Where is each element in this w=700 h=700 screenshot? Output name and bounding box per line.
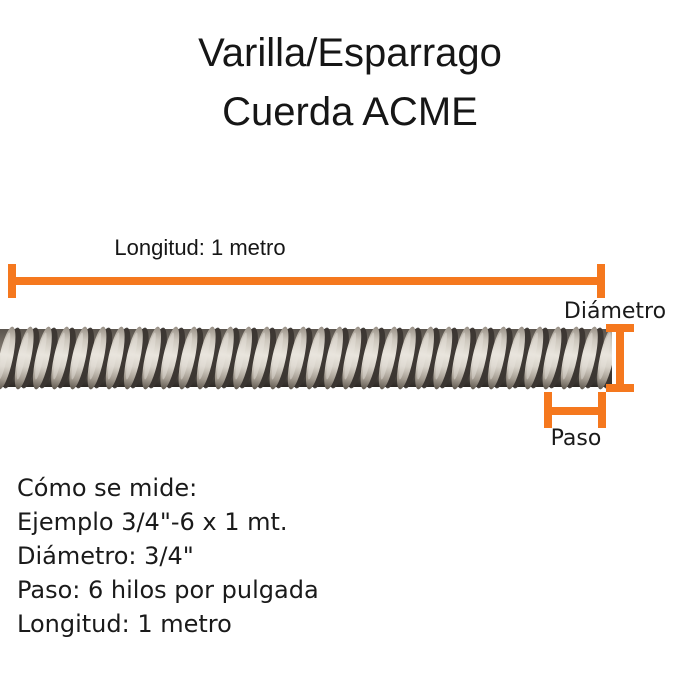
pitch-dimension-line	[548, 407, 602, 415]
pitch-dimension-cap-right	[598, 392, 606, 428]
title-line-2: Cuerda ACME	[222, 90, 478, 134]
length-dimension-cap-right	[597, 264, 605, 298]
page-title	[0, 24, 700, 142]
pitch-dimension-label: Paso	[550, 426, 602, 451]
diameter-dimension-cap-top	[606, 324, 634, 332]
measure-line-heading: Cómo se mide:	[17, 474, 198, 502]
pitch-dimension-cap-left	[544, 392, 552, 428]
measure-line-diameter: Diámetro: 3/4"	[17, 542, 194, 570]
measure-line-length: Longitud: 1 metro	[17, 610, 232, 638]
measure-line-pitch: Paso: 6 hilos por pulgada	[17, 576, 319, 604]
length-dimension-cap-left	[8, 264, 16, 298]
length-dimension-label: Longitud: 1 metro	[114, 235, 286, 260]
length-dimension-line	[8, 277, 605, 285]
diameter-dimension-line	[616, 324, 624, 392]
diameter-dimension-cap-bottom	[606, 384, 634, 392]
diameter-dimension-label: Diámetro	[563, 299, 667, 324]
how-to-measure-block	[17, 471, 319, 641]
threaded-rod-photo	[0, 323, 612, 393]
measure-line-example: Ejemplo 3/4"-6 x 1 mt.	[17, 508, 288, 536]
title-line-1: Varilla/Esparrago	[198, 31, 502, 75]
